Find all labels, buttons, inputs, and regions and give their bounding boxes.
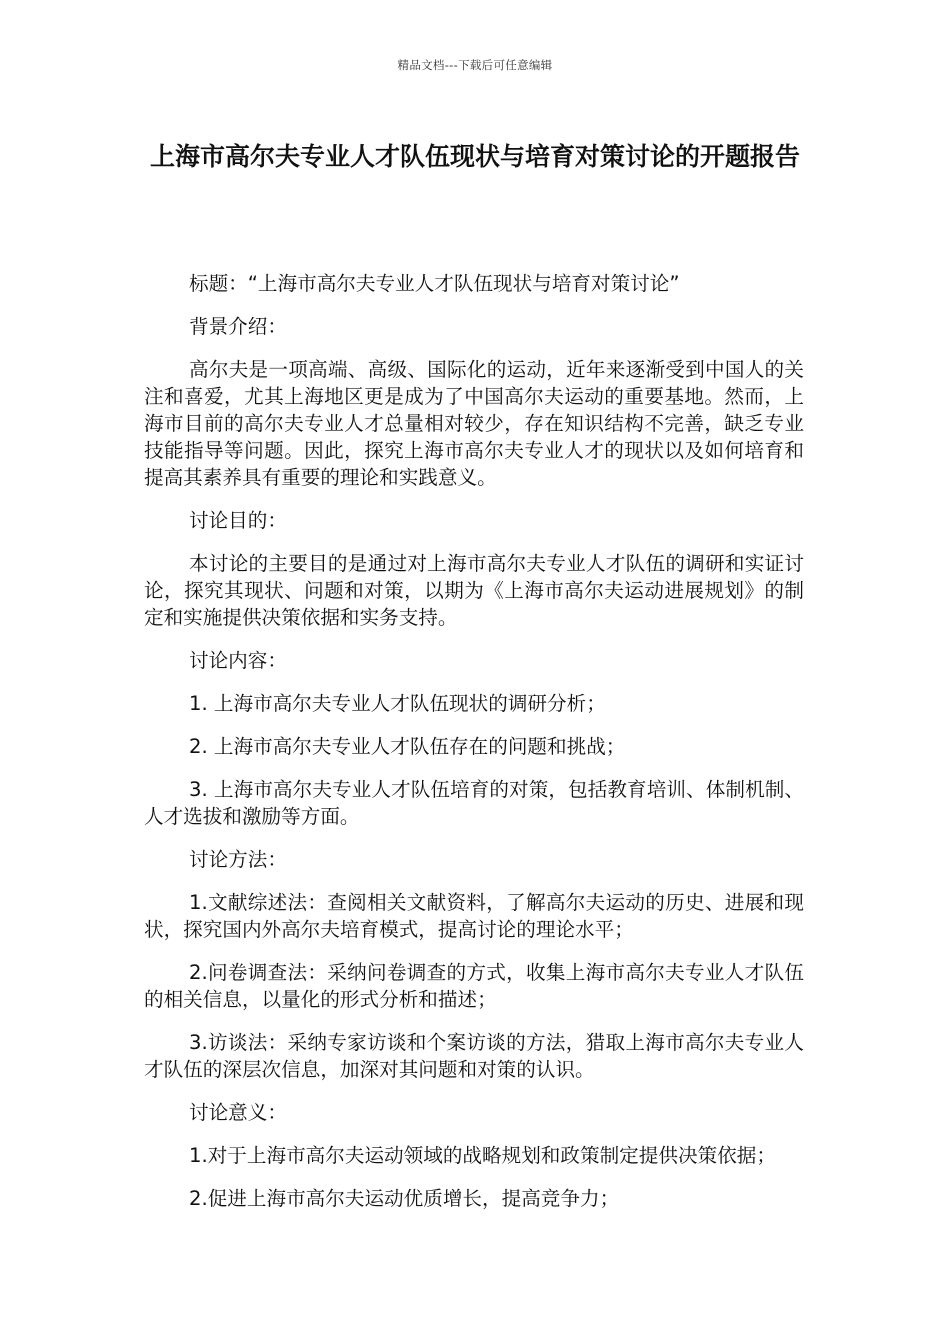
list-item-significance-2: 2.促进上海市高尔夫运动优质增长，提高竞争力； [189, 1187, 620, 1210]
paragraph-purpose: 本讨论的主要目的是通过对上海市高尔夫专业人才队伍的调研和实证讨论，探究其现状、问题和对策，以期为《上海市高尔夫运动进展规划》的制定和实施提供决策依据和实务支持。 [144, 552, 804, 629]
list-item-content-3: 3. 上海市高尔夫专业人才队伍培育的对策，包括教育培训、体制机制、人才选拔和激励等方面。 [144, 778, 804, 828]
list-item-method-1: 1.文献综述法：查阅相关文献资料，了解高尔夫运动的历史、进展和现状，探究国内外高尔夫培育模式，提高讨论的理论水平； [144, 891, 804, 941]
list-item-significance-1: 1.对于上海市高尔夫运动领域的战略规划和政策制定提供决策依据； [189, 1144, 776, 1167]
heading-significance: 讨论意义： [189, 1101, 287, 1124]
heading-content: 讨论内容： [189, 649, 287, 672]
heading-methods: 讨论方法： [189, 848, 287, 871]
paragraph-subject: 标题：“上海市高尔夫专业人才队伍现状与培育对策讨论” [189, 272, 680, 295]
list-item-content-2: 2. 上海市高尔夫专业人才队伍存在的问题和挑战； [189, 735, 626, 758]
heading-purpose: 讨论目的： [189, 509, 287, 532]
list-item-method-2: 2.问卷调查法：采纳问卷调查的方式，收集上海市高尔夫专业人才队伍的相关信息，以量化的形式分析和描述； [144, 961, 804, 1011]
document-body [144, 270, 804, 1228]
list-item-content-1: 1. 上海市高尔夫专业人才队伍现状的调研分析； [189, 692, 606, 715]
document-title: 上海市高尔夫专业人才队伍现状与培育对策讨论的开题报告 [149, 142, 800, 171]
paragraph-background: 高尔夫是一项高端、高级、国际化的运动，近年来逐渐受到中国人的关注和喜爱，尤其上海地区更是成为了中国高尔夫运动的重要基地。然而，上海市目前的高尔夫专业人才总量相对较少，存在知识结构不完善，缺乏专业技能指导等问题。因此，探究上海市高尔夫专业人才的现状以及如何培育和提高其素养具有重要的理论和实践意义。 [144, 358, 804, 489]
list-item-method-3: 3.访谈法：采纳专家访谈和个案访谈的方法，猎取上海市高尔夫专业人才队伍的深层次信息，加深对其问题和对策的认识。 [144, 1031, 804, 1081]
heading-background: 背景介绍： [189, 315, 287, 338]
page-header-note: 精品文档---下载后可任意编辑 [397, 58, 553, 72]
